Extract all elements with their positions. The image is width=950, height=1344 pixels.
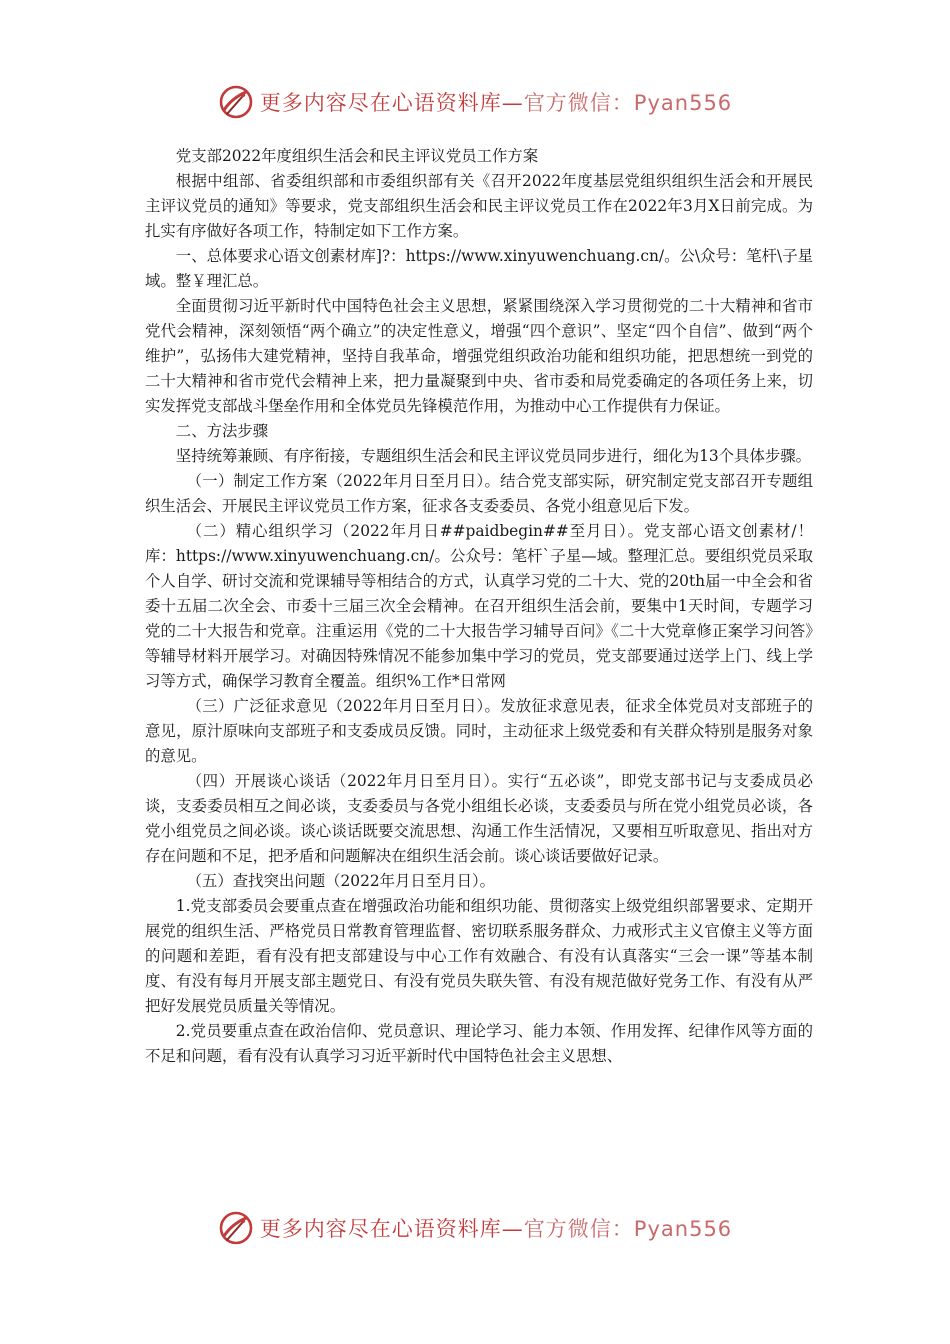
banner-wechat: 官方微信：Pyan556: [523, 91, 733, 115]
banner-text: 更多内容尽在心语资料库—官方微信：Pyan556: [259, 91, 733, 115]
step-2-paragraph: （二）精心组织学习（2022年月日##paidbegin##至月日）。党支部心语文创素材/！库：https://www.xinyuwenchuang.cn/。公众号：笔杆`子星—域。整理汇总。要组织党员采取个人自学、研讨交流和党课辅导等相结合的方式，认真学习党的二十大、党的20th届一中全会和省委十五届二次全会、市委十三届三次全会精神。在召开组织生活会前，要集中1天时间，专题学习党的二十大报告和党章。注重运用《党的二十大报告学习辅导百问》《二十大党章修正案学习问答》等辅导材料开展学习。对确因特殊情况不能参加集中学习的党员，党支部要通过送学上门、线上学习等方式，确保学习教育全覆盖。组织%工作*日常网: [145, 522, 813, 690]
item-1-paragraph: 1.党支部委员会要重点查在增强政治功能和组织功能、贯彻落实上级党组织部署要求、定期开展党的组织生活、严格党员日常教育管理监督、密切联系服务群众、力戒形式主义官僚主义等方面的问题和差距，看有没有把支部建设与中心工作有效融合、有没有认真落实“三会一课”等基本制度、有没有每月开展支部主题党日、有没有党员失联失管、有没有规范做好党务工作、有没有从严把好发展党员质量关等情况。: [145, 897, 813, 1015]
banner-text: 更多内容尽在心语资料库—官方微信：Pyan556: [259, 1217, 733, 1241]
section2-heading: 二、方法步骤: [175, 422, 269, 440]
document-body: [145, 144, 813, 1069]
pen-logo-icon: [218, 1210, 254, 1246]
header-watermark-banner: [0, 82, 950, 122]
section2-body: 坚持统筹兼顾、有序衔接，专题组织生活会和民主评议党员同步进行，细化为13个具体步骤。: [175, 447, 812, 465]
section1-heading: 一、总体要求心语文创素材库]?：https://www.xinyuwenchuang.cn/。公\众号：笔杆\子星域。整￥理汇总。: [145, 247, 813, 290]
pen-logo-icon: [218, 84, 254, 120]
step-5-heading: （五）查找突出问题（2022年月日至月日）。: [186, 872, 496, 890]
step-4-paragraph: （四）开展谈心谈话（2022年月日至月日）。实行“五必谈”，即党支部书记与支委成员必谈，支委委员相互之间必谈，支委委员与各党小组组长必谈，支委委员与所在党小组党员必谈，各党小组党员之间必谈。谈心谈话既要交流思想、沟通工作生活情况，又要相互听取意见、指出对方存在问题和不足，把矛盾和问题解决在组织生活会前。谈心谈话要做好记录。: [145, 772, 813, 865]
step-1-paragraph: （一）制定工作方案（2022年月日至月日）。结合党支部实际，研究制定党支部召开专题组织生活会、开展民主评议党员工作方案，征求各支委委员、各党小组意见后下发。: [145, 472, 813, 515]
item-2-paragraph: 2.党员要重点查在政治信仰、党员意识、理论学习、能力本领、作用发挥、纪律作风等方面的不足和问题，看有没有认真学习习近平新时代中国特色社会主义思想、: [145, 1022, 813, 1065]
document-title: 党支部2022年度组织生活会和民主评议党员工作方案: [175, 147, 539, 165]
step-3-paragraph: （三）广泛征求意见（2022年月日至月日）。发放征求意见表，征求全体党员对支部班子的意见，原汁原味向支部班子和支委成员反馈。同时，主动征求上级党委和有关群众特别是服务对象的意见。: [145, 697, 813, 765]
footer-watermark-banner: [0, 1208, 950, 1248]
intro-paragraph: 根据中组部、省委组织部和市委组织部有关《召开2022年度基层党组织组织生活会和开展民主评议党员的通知》等要求，党支部组织生活会和民主评议党员工作在2022年3月X日前完成。为扎实有序做好各项工作，特制定如下工作方案。: [145, 172, 813, 240]
banner-wechat: 官方微信：Pyan556: [523, 1217, 733, 1241]
section1-body: 全面贯彻习近平新时代中国特色社会主义思想，紧紧围绕深入学习贯彻党的二十大精神和省市党代会精神，深刻领悟“两个确立”的决定性意义，增强“四个意识”、坚定“四个自信”、做到“两个维护”，弘扬伟大建党精神，坚持自我革命，增强党组织政治功能和组织功能，把思想统一到党的二十大精神和省市党代会精神上来，把力量凝聚到中央、省市委和局党委确定的各项任务上来，切实发挥党支部战斗堡垒作用和全体党员先锋模范作用，为推动中心工作提供有力保证。: [145, 297, 813, 415]
